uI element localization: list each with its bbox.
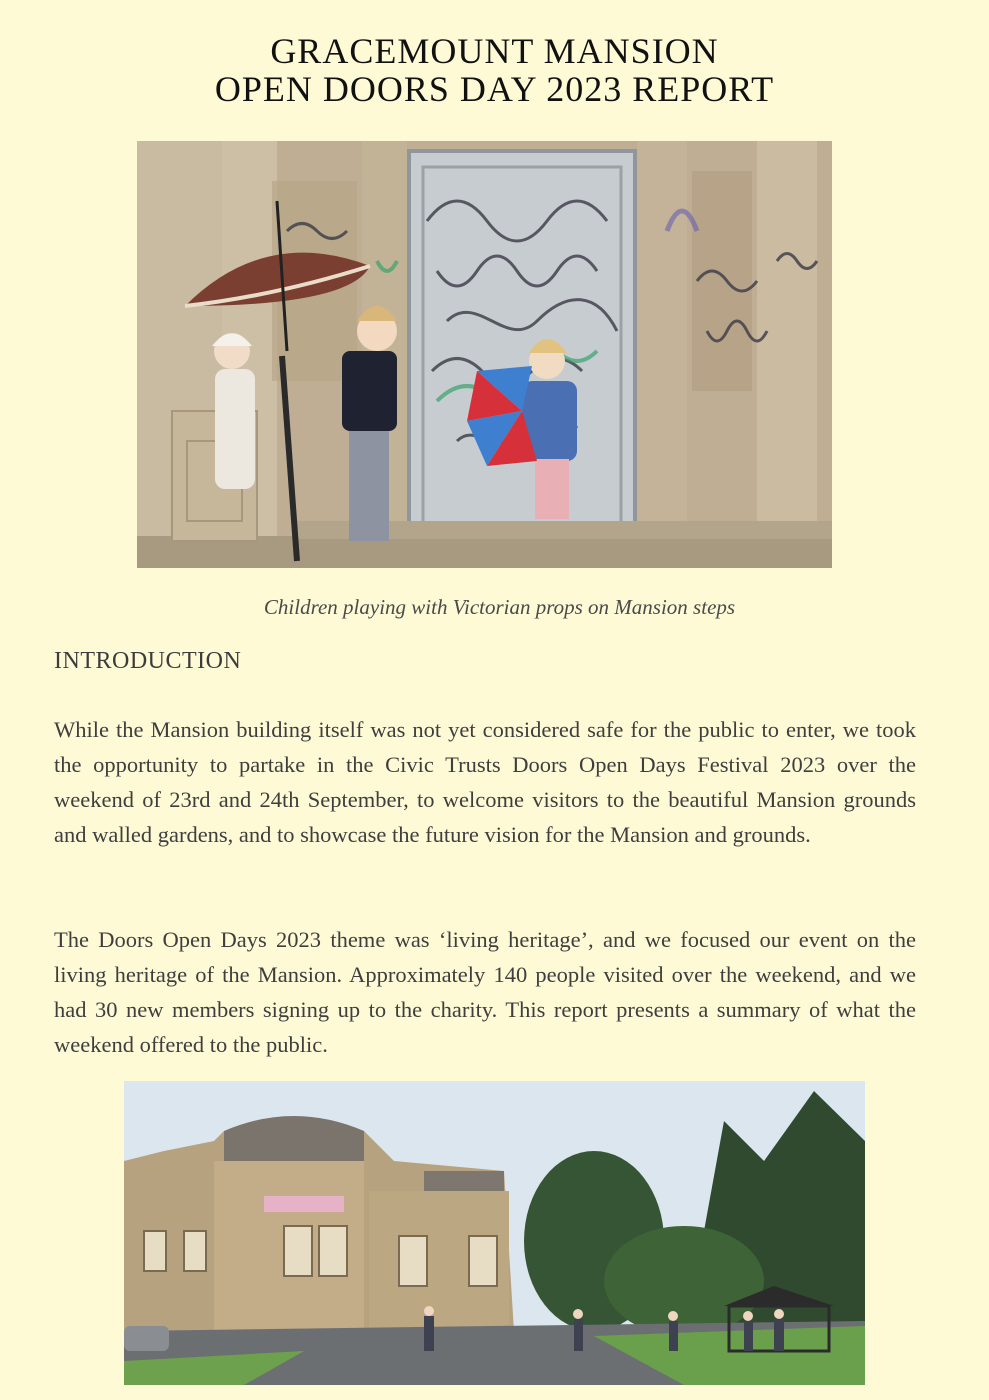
introduction-paragraph-1: While the Mansion building itself was not yet considered safe for the public to enter, we took the opportunity to partake in the Civic Trusts Doors Open Days Festival 2023 over the weekend of 23rd and 24th September, to welcome visitors to the beautiful Mansion grounds and walled gardens, and to showcase the future vision for the Mansion and grounds. [54,717,916,847]
report-title-line-1: GRACEMOUNT MANSION [270,31,719,71]
introduction-heading: INTRODUCTION [54,648,242,674]
report-title-line-2: OPEN DOORS DAY 2023 REPORT [214,69,775,109]
mansion-grounds-photo [124,1081,865,1385]
photo-caption: Children playing with Victorian props on Mansion steps [263,595,736,619]
report-title [0,32,989,108]
children-steps-photo [137,141,832,568]
introduction-paragraph-2: The Doors Open Days 2023 theme was ‘living heritage’, and we focused our event on the living heritage of the Mansion. Approximately 140 people visited over the weekend, and we had 30 new members signing up to the charity. This report presents a summary of what the weekend offered to the public. [54,927,916,1057]
